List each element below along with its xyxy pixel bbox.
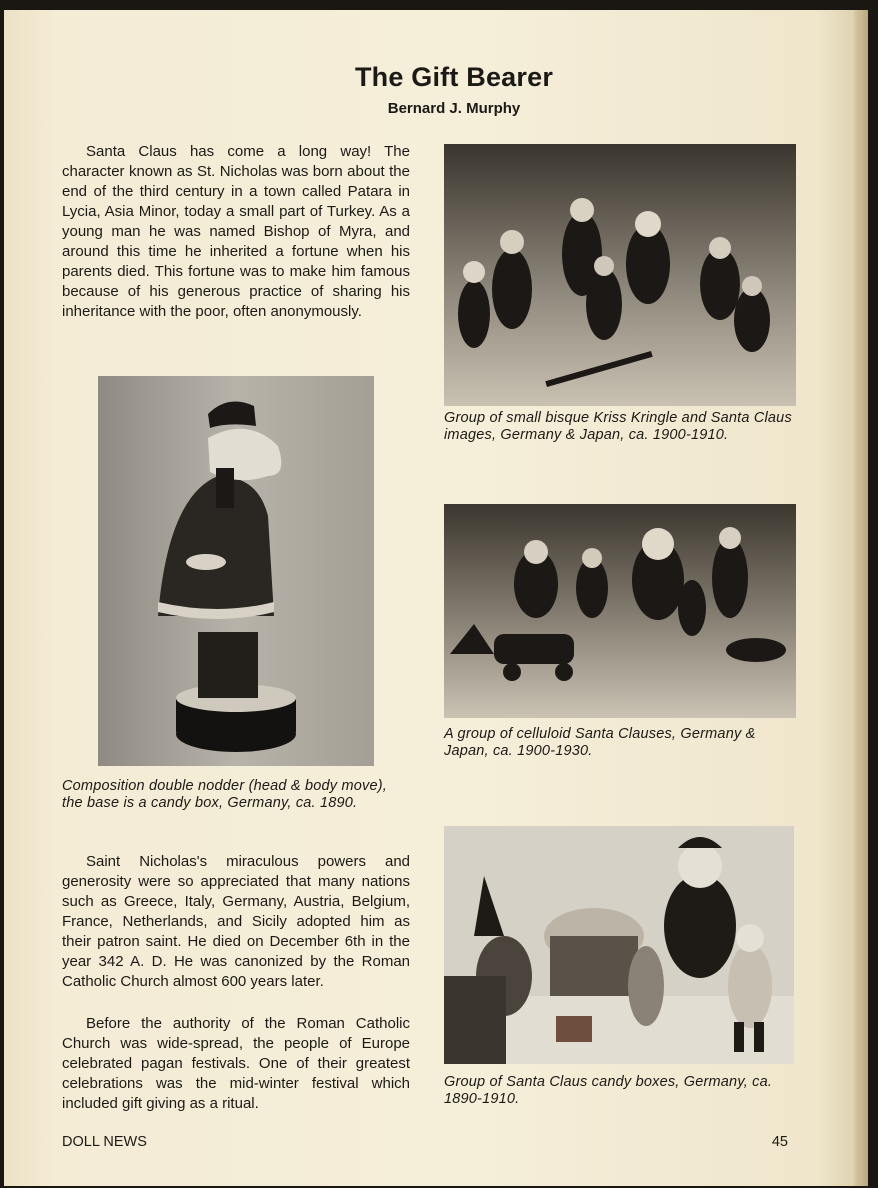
page-number: 45 [771,1134,788,1150]
caption-celluloid: A group of celluloid Santa Clauses, Germany & Japan, ca. 1900-1930. [444,726,756,759]
photo-candy-boxes [444,826,794,1064]
article-author: Bernard J. Murphy [387,100,521,117]
caption-bisque: Group of small bisque Kriss Kringle and Santa Claus images, Germany & Japan, ca. 1900-1910. [444,410,792,443]
photo-celluloid-santas [444,504,796,718]
photo-nodder-santa [98,376,374,766]
body-paragraph-patron-saint: Saint Nicholas's miraculous powers and generosity were so appreciated that many nations such as Greece, Italy, Germany, Austria, Belgium, France, Netherlands, and Sicily adopted him as their patron saint. He died on December 6th in the year 342 A. D. He was canonized by the Roman Catholic Church almost 600 years later. [62,853,410,990]
page-edge [854,10,868,1186]
body-paragraph-pagan-festivals: Before the authority of the Roman Catholic Church was wide-spread, the people of Europe celebrated pagan festivals. One of their greatest celebrations was the mid-winter festival which included gift giving as a ritual. [62,1015,410,1112]
body-paragraph-intro: Santa Claus has come a long way! The character known as St. Nicholas was born about the end of the third century in a town called Patara in Lycia, Asia Minor, today a small part of Turkey. As a young man he was named Bishop of Myra, and around this time he inherited a fortune when his parents died. This fortune was to make him famous because of his generous practice of sharing his inheritance with the poor, often anonymously. [62,143,410,320]
magazine-page [4,10,868,1186]
publication-name: DOLL NEWS [62,1134,147,1150]
caption-nodder: Composition double nodder (head & body move), the base is a candy box, Germany, ca. 1890. [62,778,387,811]
photo-bisque-santas [444,144,796,406]
caption-candy-boxes: Group of Santa Claus candy boxes, Germany, ca. 1890-1910. [444,1074,773,1107]
article-title: The Gift Bearer [354,62,554,92]
